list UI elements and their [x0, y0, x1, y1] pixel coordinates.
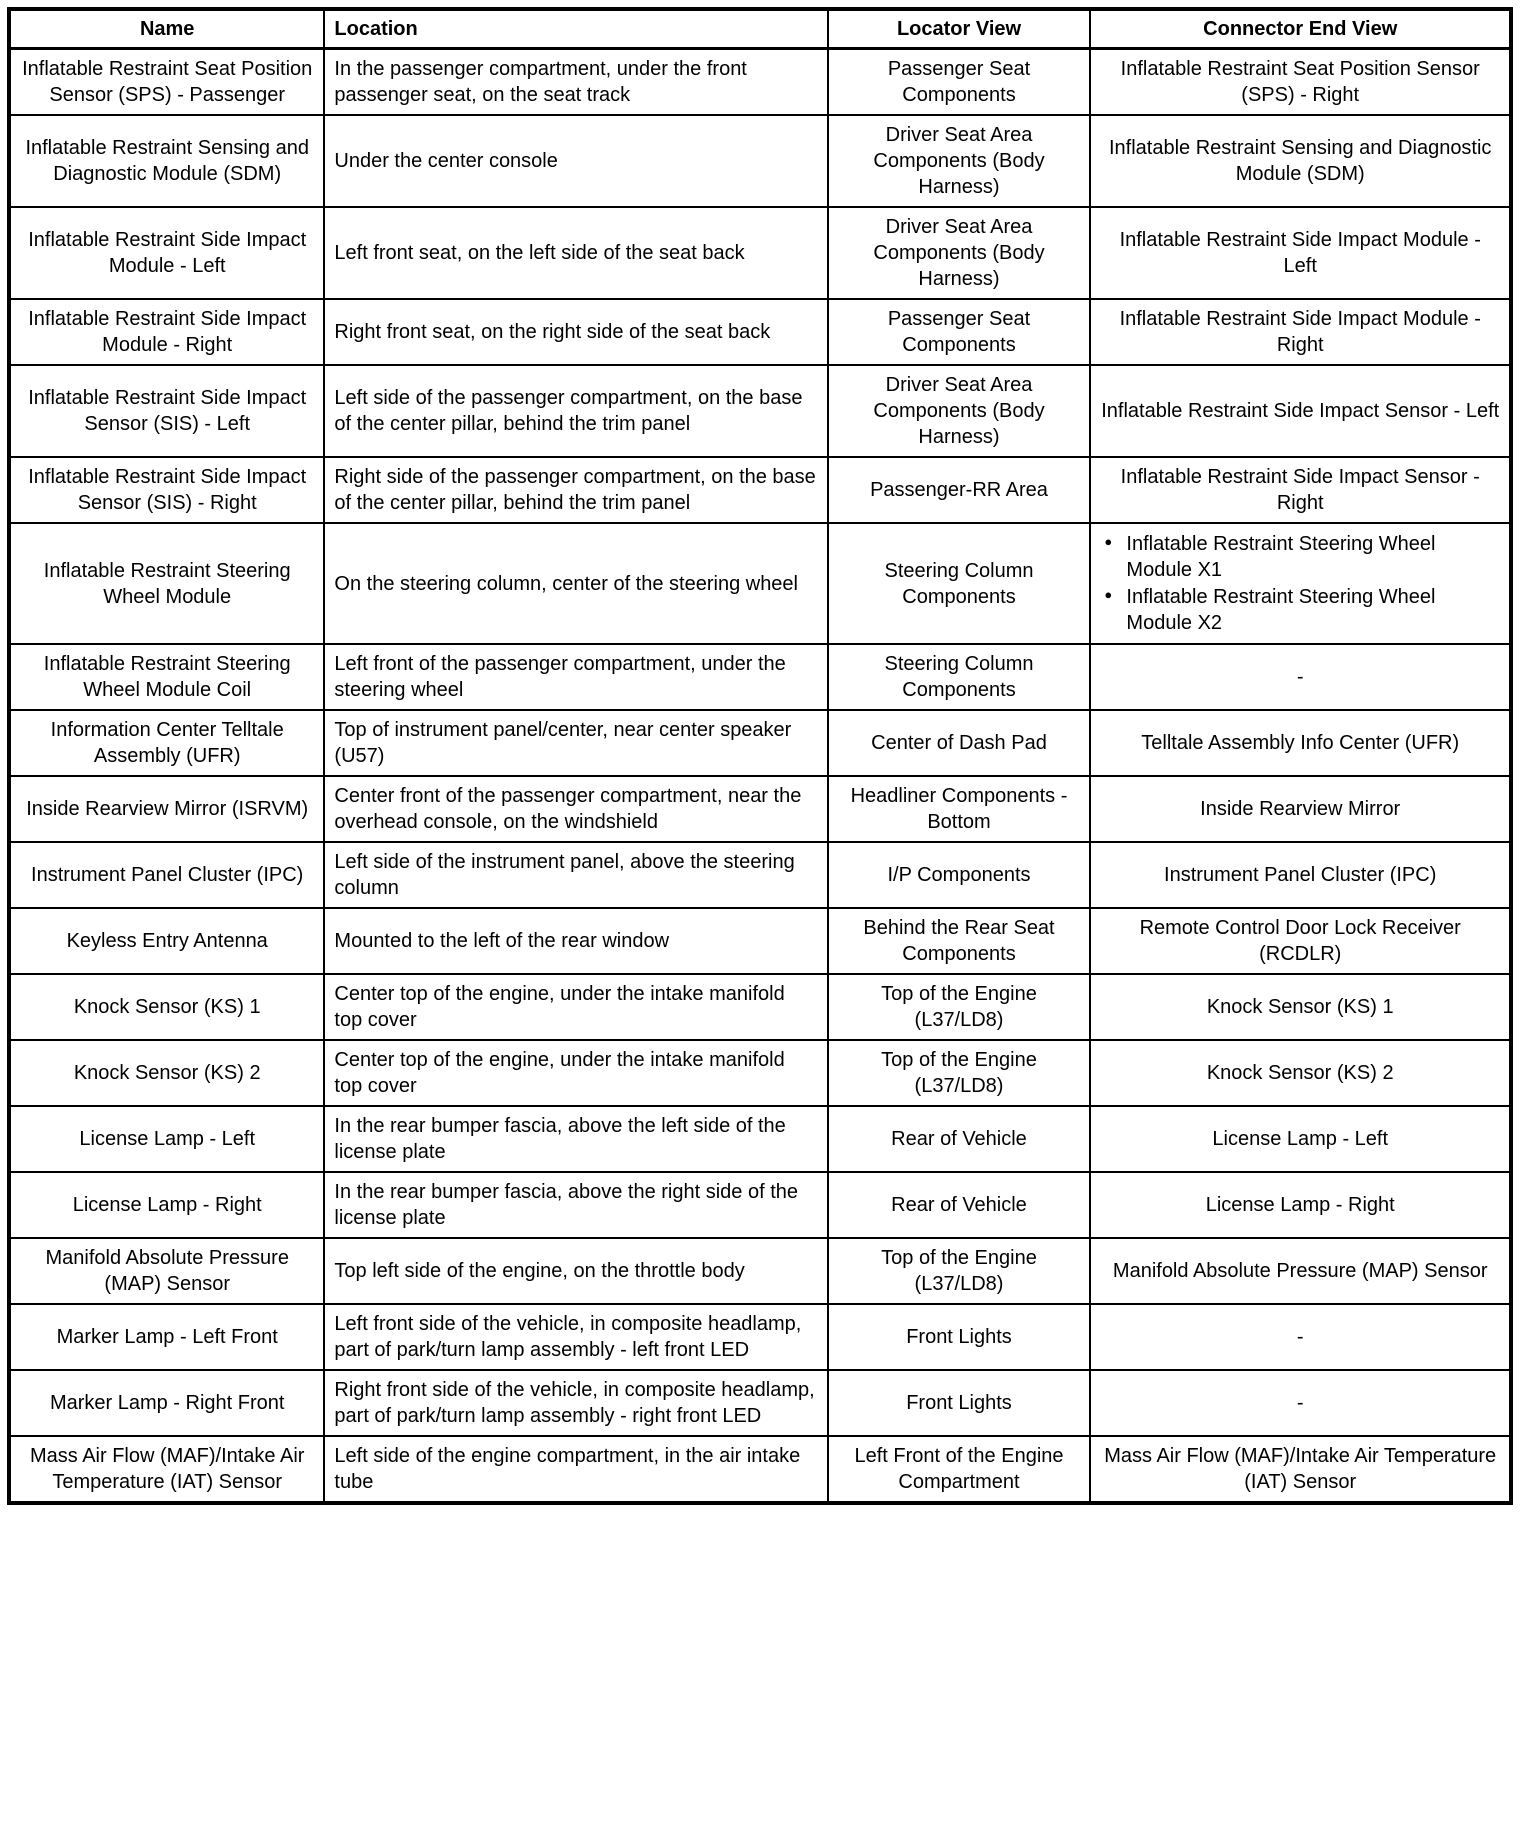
cell-name: Inflatable Restraint Steering Wheel Module	[9, 523, 324, 644]
header-row	[9, 9, 1511, 49]
connector-bullet-item: ● Inflatable Restraint Steering Wheel Module X2	[1100, 584, 1500, 636]
cell-locator-view: Driver Seat Area Components (Body Harness)	[828, 207, 1091, 299]
cell-connector-end-view: Knock Sensor (KS) 2	[1090, 1040, 1511, 1106]
cell-locator-view: Steering Column Components	[828, 644, 1091, 710]
table-row	[9, 1304, 1511, 1370]
cell-name: Marker Lamp - Left Front	[9, 1304, 324, 1370]
cell-location: Left front seat, on the left side of the seat back	[324, 207, 827, 299]
cell-location: Mounted to the left of the rear window	[324, 908, 827, 974]
cell-connector-end-view: Inflatable Restraint Side Impact Sensor - Left	[1090, 365, 1511, 457]
cell-connector-end-view: -	[1090, 1304, 1511, 1370]
cell-connector-end-view: Inflatable Restraint Sensing and Diagnostic Module (SDM)	[1090, 115, 1511, 207]
cell-locator-view: Rear of Vehicle	[828, 1106, 1091, 1172]
cell-location: Center top of the engine, under the intake manifold top cover	[324, 974, 827, 1040]
cell-locator-view: Left Front of the Engine Compartment	[828, 1436, 1091, 1503]
cell-name: Information Center Telltale Assembly (UFR)	[9, 710, 324, 776]
table-row	[9, 974, 1511, 1040]
cell-locator-view: Driver Seat Area Components (Body Harness)	[828, 365, 1091, 457]
table-row	[9, 908, 1511, 974]
table-row	[9, 1370, 1511, 1436]
cell-locator-view: Top of the Engine (L37/LD8)	[828, 1238, 1091, 1304]
cell-name: Inflatable Restraint Side Impact Sensor (SIS) - Left	[9, 365, 324, 457]
cell-connector-end-view: Manifold Absolute Pressure (MAP) Sensor	[1090, 1238, 1511, 1304]
cell-name: Inflatable Restraint Sensing and Diagnostic Module (SDM)	[9, 115, 324, 207]
cell-location: Right front side of the vehicle, in composite headlamp, part of park/turn lamp assembly - right front LED	[324, 1370, 827, 1436]
cell-connector-end-view: Knock Sensor (KS) 1	[1090, 974, 1511, 1040]
cell-locator-view: Front Lights	[828, 1370, 1091, 1436]
cell-connector-end-view: Remote Control Door Lock Receiver (RCDLR)	[1090, 908, 1511, 974]
cell-name: Inside Rearview Mirror (ISRVM)	[9, 776, 324, 842]
cell-location: Right side of the passenger compartment, on the base of the center pillar, behind the trim panel	[324, 457, 827, 523]
table-row	[9, 299, 1511, 365]
cell-locator-view: Front Lights	[828, 1304, 1091, 1370]
cell-locator-view: Top of the Engine (L37/LD8)	[828, 1040, 1091, 1106]
cell-name: License Lamp - Right	[9, 1172, 324, 1238]
cell-connector-end-view: Inflatable Restraint Side Impact Module - Left	[1090, 207, 1511, 299]
cell-name: Keyless Entry Antenna	[9, 908, 324, 974]
cell-location: On the steering column, center of the steering wheel	[324, 523, 827, 644]
cell-location: In the rear bumper fascia, above the left side of the license plate	[324, 1106, 827, 1172]
cell-locator-view: Rear of Vehicle	[828, 1172, 1091, 1238]
cell-name: Knock Sensor (KS) 2	[9, 1040, 324, 1106]
table-row	[9, 1172, 1511, 1238]
table-row	[9, 1106, 1511, 1172]
cell-locator-view: Passenger Seat Components	[828, 299, 1091, 365]
cell-location: Right front seat, on the right side of the seat back	[324, 299, 827, 365]
table-row	[9, 644, 1511, 710]
cell-name: Inflatable Restraint Side Impact Module - Left	[9, 207, 324, 299]
table-row	[9, 115, 1511, 207]
cell-location: In the rear bumper fascia, above the right side of the license plate	[324, 1172, 827, 1238]
cell-name: Mass Air Flow (MAF)/Intake Air Temperature (IAT) Sensor	[9, 1436, 324, 1503]
cell-location: Left side of the engine compartment, in the air intake tube	[324, 1436, 827, 1503]
cell-connector-end-view	[1090, 523, 1511, 644]
table-body	[9, 49, 1511, 1504]
cell-locator-view: Passenger-RR Area	[828, 457, 1091, 523]
cell-connector-end-view: Inflatable Restraint Side Impact Module - Right	[1090, 299, 1511, 365]
cell-locator-view: Passenger Seat Components	[828, 49, 1091, 116]
table-row	[9, 1436, 1511, 1503]
cell-connector-end-view: -	[1090, 1370, 1511, 1436]
table-row	[9, 710, 1511, 776]
cell-name: Inflatable Restraint Seat Position Sensor (SPS) - Passenger	[9, 49, 324, 116]
cell-location: Top of instrument panel/center, near center speaker (U57)	[324, 710, 827, 776]
cell-location: Left front of the passenger compartment, under the steering wheel	[324, 644, 827, 710]
table-row	[9, 1238, 1511, 1304]
table-row	[9, 1040, 1511, 1106]
cell-connector-end-view: License Lamp - Right	[1090, 1172, 1511, 1238]
cell-locator-view: Driver Seat Area Components (Body Harness)	[828, 115, 1091, 207]
connector-bullet-list	[1100, 531, 1500, 636]
cell-location: Left side of the instrument panel, above the steering column	[324, 842, 827, 908]
cell-connector-end-view: Instrument Panel Cluster (IPC)	[1090, 842, 1511, 908]
cell-location: Center top of the engine, under the intake manifold top cover	[324, 1040, 827, 1106]
cell-location: Top left side of the engine, on the throttle body	[324, 1238, 827, 1304]
cell-locator-view: Top of the Engine (L37/LD8)	[828, 974, 1091, 1040]
cell-location: In the passenger compartment, under the front passenger seat, on the seat track	[324, 49, 827, 116]
cell-name: Inflatable Restraint Side Impact Sensor (SIS) - Right	[9, 457, 324, 523]
table-row	[9, 523, 1511, 644]
table-row	[9, 49, 1511, 116]
cell-connector-end-view: -	[1090, 644, 1511, 710]
cell-name: Marker Lamp - Right Front	[9, 1370, 324, 1436]
component-locator-table	[7, 7, 1513, 1505]
cell-connector-end-view: License Lamp - Left	[1090, 1106, 1511, 1172]
cell-connector-end-view: Mass Air Flow (MAF)/Intake Air Temperature (IAT) Sensor	[1090, 1436, 1511, 1503]
table-row	[9, 365, 1511, 457]
cell-name: Instrument Panel Cluster (IPC)	[9, 842, 324, 908]
cell-location: Under the center console	[324, 115, 827, 207]
cell-locator-view: Behind the Rear Seat Components	[828, 908, 1091, 974]
header-location: Location	[324, 9, 827, 49]
cell-locator-view: Steering Column Components	[828, 523, 1091, 644]
table-row	[9, 776, 1511, 842]
header-locator-view: Locator View	[828, 9, 1091, 49]
cell-location: Left side of the passenger compartment, on the base of the center pillar, behind the trim panel	[324, 365, 827, 457]
cell-location: Left front side of the vehicle, in composite headlamp, part of park/turn lamp assembly - left front LED	[324, 1304, 827, 1370]
cell-connector-end-view: Inflatable Restraint Seat Position Sensor (SPS) - Right	[1090, 49, 1511, 116]
cell-name: Inflatable Restraint Side Impact Module - Right	[9, 299, 324, 365]
cell-name: Manifold Absolute Pressure (MAP) Sensor	[9, 1238, 324, 1304]
header-connector-end-view: Connector End View	[1090, 9, 1511, 49]
cell-locator-view: I/P Components	[828, 842, 1091, 908]
header-name: Name	[9, 9, 324, 49]
table-row	[9, 207, 1511, 299]
table-row	[9, 457, 1511, 523]
cell-name: Knock Sensor (KS) 1	[9, 974, 324, 1040]
table-row	[9, 842, 1511, 908]
connector-bullet-item: ● Inflatable Restraint Steering Wheel Module X1	[1100, 531, 1500, 583]
cell-connector-end-view: Telltale Assembly Info Center (UFR)	[1090, 710, 1511, 776]
cell-location: Center front of the passenger compartment, near the overhead console, on the windshield	[324, 776, 827, 842]
cell-connector-end-view: Inside Rearview Mirror	[1090, 776, 1511, 842]
cell-connector-end-view: Inflatable Restraint Side Impact Sensor - Right	[1090, 457, 1511, 523]
cell-locator-view: Center of Dash Pad	[828, 710, 1091, 776]
table-header	[9, 9, 1511, 49]
cell-name: Inflatable Restraint Steering Wheel Module Coil	[9, 644, 324, 710]
cell-locator-view: Headliner Components - Bottom	[828, 776, 1091, 842]
cell-name: License Lamp - Left	[9, 1106, 324, 1172]
